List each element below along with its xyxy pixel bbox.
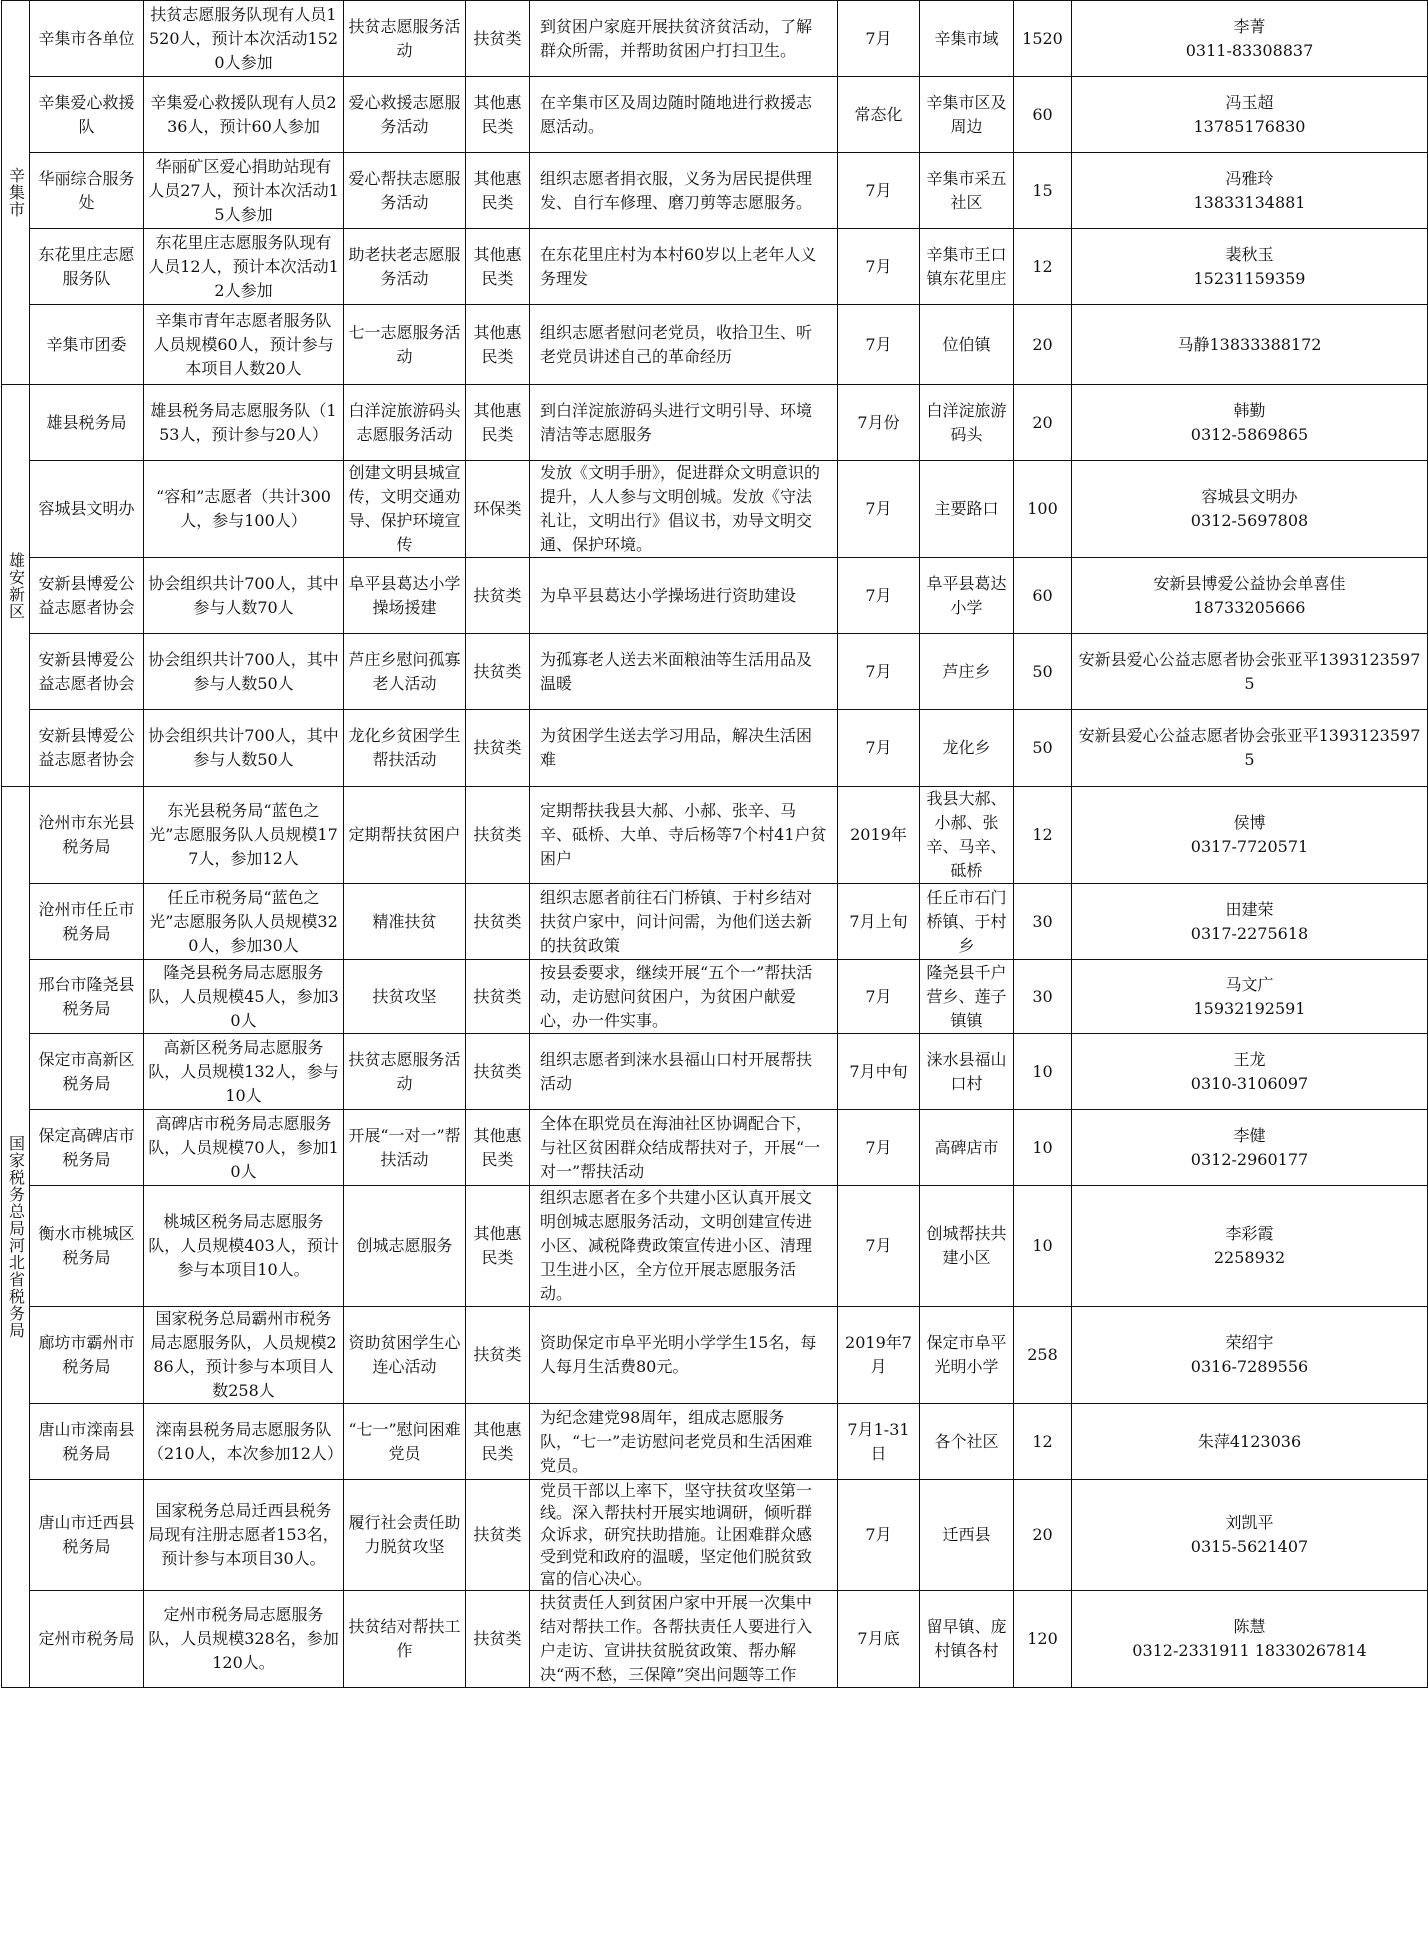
activity-time-cell: 7月	[838, 634, 920, 710]
contact-cell	[1072, 558, 1428, 634]
activity-content-cell: 定期帮扶我县大郝、小郝、张辛、马辛、砥桥、大单、寺后杨等7个村41户贫困户	[530, 787, 838, 884]
activity-content-cell: 组织志愿者前往石门桥镇、于村乡结对扶贫户家中，问计问需，为他们送去新的扶贫政策	[530, 884, 838, 960]
unit-name-cell: 保定高碑店市税务局	[30, 1110, 144, 1186]
activity-type-cell: 扶贫类	[466, 1480, 530, 1591]
activity-time-cell: 7月上旬	[838, 884, 920, 960]
contact-cell	[1072, 1034, 1428, 1110]
table-row	[2, 787, 1428, 884]
unit-name-cell: 唐山市滦南县税务局	[30, 1404, 144, 1480]
contact-phone: 0312-5697808	[1190, 511, 1309, 530]
team-scale-cell: 高新区税务局志愿服务队，人员规模132人，参与10人	[144, 1034, 344, 1110]
activity-content-cell: 为孤寡老人送去米面粮油等生活用品及温暖	[530, 634, 838, 710]
unit-name-cell: 邢台市隆尧县税务局	[30, 960, 144, 1034]
table-row	[2, 960, 1428, 1034]
activity-time-cell: 7月底	[838, 1591, 920, 1688]
contact-name: 李菁	[1233, 16, 1266, 36]
table-row	[2, 1404, 1428, 1480]
table-row	[2, 1110, 1428, 1186]
contact-name: 荣绍宇	[1225, 1333, 1274, 1352]
activity-type-cell: 其他惠民类	[466, 1186, 530, 1307]
team-scale-cell: 定州市税务局志愿服务队，人员规模328名，参加120人。	[144, 1591, 344, 1688]
contact-phone: 13785176830	[1193, 116, 1306, 136]
table-row	[2, 1591, 1428, 1688]
contact-name: 李健	[1233, 1125, 1266, 1145]
activity-type-cell: 其他惠民类	[466, 153, 530, 229]
contact-phone: 0317-7720571	[1190, 837, 1309, 856]
contact-name: 韩勤	[1233, 400, 1266, 420]
participant-count-cell: 20	[1014, 1480, 1072, 1591]
activity-type-cell: 其他惠民类	[466, 77, 530, 153]
unit-name-cell: 容城县文明办	[30, 461, 144, 558]
activity-name-cell: 精准扶贫	[344, 884, 466, 960]
activity-content-cell: 全体在职党员在海油社区协调配合下，与社区贫困群众结成帮扶对子，开展“一对一”帮扶活动	[530, 1110, 838, 1186]
activity-time-cell: 7月份	[838, 385, 920, 461]
table-row	[2, 305, 1428, 385]
unit-name-cell: 衡水市桃城区税务局	[30, 1186, 144, 1307]
contact-name: 安新县爱心公益志愿者协会张亚平13931235975	[1078, 726, 1421, 769]
activity-place-cell: 辛集市域	[920, 1, 1014, 77]
participant-count-cell: 12	[1014, 229, 1072, 305]
unit-name-cell: 沧州市东光县税务局	[30, 787, 144, 884]
activity-time-cell: 7月	[838, 153, 920, 229]
contact-phone: 0316-7289556	[1190, 1357, 1309, 1376]
activity-content-cell: 扶贫责任人到贫困户家中开展一次集中结对帮扶工作。各帮扶责任人要进行入户走访、宣讲扶贫脱贫政策、帮办解决“两不愁，三保障”突出问题等工作	[530, 1591, 838, 1688]
activity-content-cell: 到白洋淀旅游码头进行文明引导、环境清洁等志愿服务	[530, 385, 838, 461]
activity-type-cell: 扶贫类	[466, 1, 530, 77]
contact-phone: 15231159359	[1193, 268, 1306, 288]
activity-place-cell: 隆尧县千户营乡、莲子镇镇	[920, 960, 1014, 1034]
activity-place-cell: 位伯镇	[920, 305, 1014, 385]
contact-name: 马静13833388172	[1177, 334, 1322, 354]
activity-place-cell: 我县大郝、小郝、张辛、马辛、砥桥	[920, 787, 1014, 884]
contact-cell	[1072, 1480, 1428, 1591]
activity-content-cell: 为贫困学生送去学习用品，解决生活困难	[530, 710, 838, 787]
team-scale-cell: 雄县税务局志愿服务队（153人，预计参与20人）	[144, 385, 344, 461]
team-scale-cell: 辛集市青年志愿者服务队人员规模60人，预计参与本项目人数20人	[144, 305, 344, 385]
participant-count-cell: 50	[1014, 634, 1072, 710]
activity-time-cell: 7月	[838, 1110, 920, 1186]
table-row	[2, 1186, 1428, 1307]
team-scale-cell: 扶贫志愿服务队现有人员1520人，预计本次活动1520人参加	[144, 1, 344, 77]
participant-count-cell: 10	[1014, 1110, 1072, 1186]
contact-cell	[1072, 884, 1428, 960]
unit-name-cell: 廊坊市霸州市税务局	[30, 1307, 144, 1404]
team-scale-cell: 协会组织共计700人，其中参与人数50人	[144, 634, 344, 710]
contact-cell	[1072, 1404, 1428, 1480]
contact-name: 裴秋玉	[1225, 244, 1274, 264]
activity-place-cell: 龙化乡	[920, 710, 1014, 787]
activity-time-cell: 2019年7月	[838, 1307, 920, 1404]
table-body	[2, 1, 1428, 1688]
activity-place-cell: 留早镇、庞村镇各村	[920, 1591, 1014, 1688]
contact-phone: 13833134881	[1193, 192, 1306, 212]
team-scale-cell: 华丽矿区爱心捐助站现有人员27人，预计本次活动15人参加	[144, 153, 344, 229]
activity-content-cell: 在东花里庄村为本村60岁以上老年人义务理发	[530, 229, 838, 305]
contact-cell	[1072, 1307, 1428, 1404]
contact-cell	[1072, 1, 1428, 77]
unit-name-cell: 沧州市任丘市税务局	[30, 884, 144, 960]
activity-name-cell: 创城志愿服务	[344, 1186, 466, 1307]
contact-phone: 15932192591	[1193, 998, 1306, 1018]
contact-phone: 18733205666	[1193, 597, 1306, 617]
activity-place-cell: 创城帮扶共建小区	[920, 1186, 1014, 1307]
activity-place-cell: 白洋淀旅游码头	[920, 385, 1014, 461]
activity-name-cell: 开展“一对一”帮扶活动	[344, 1110, 466, 1186]
contact-phone: 0315-5621407	[1190, 1537, 1309, 1556]
contact-name: 刘凯平	[1225, 1513, 1274, 1532]
team-scale-cell: 辛集爱心救援队现有人员236人，预计60人参加	[144, 77, 344, 153]
table-row	[2, 153, 1428, 229]
contact-name: 冯玉超	[1225, 92, 1274, 112]
participant-count-cell: 258	[1014, 1307, 1072, 1404]
contact-cell	[1072, 385, 1428, 461]
activity-place-cell: 阜平县葛达小学	[920, 558, 1014, 634]
activity-time-cell: 2019年	[838, 787, 920, 884]
activity-time-cell: 7月1-31日	[838, 1404, 920, 1480]
activity-time-cell: 7月	[838, 1186, 920, 1307]
team-scale-cell: 协会组织共计700人，其中参与人数70人	[144, 558, 344, 634]
activity-time-cell: 7月	[838, 1, 920, 77]
contact-cell	[1072, 710, 1428, 787]
activity-type-cell: 其他惠民类	[466, 1404, 530, 1480]
unit-name-cell: 雄县税务局	[30, 385, 144, 461]
contact-name: 安新县爱心公益志愿者协会张亚平13931235975	[1078, 649, 1421, 693]
unit-name-cell: 安新县博爱公益志愿者协会	[30, 634, 144, 710]
activity-name-cell: 爱心救援志愿服务活动	[344, 77, 466, 153]
team-scale-cell: 协会组织共计700人，其中参与人数50人	[144, 710, 344, 787]
activity-name-cell: 阜平县葛达小学操场援建	[344, 558, 466, 634]
activity-content-cell: 按县委要求，继续开展“五个一”帮扶活动，走访慰问贫困户，为贫困户献爱心，办一件实事。	[530, 960, 838, 1034]
unit-name-cell: 唐山市迁西县税务局	[30, 1480, 144, 1591]
activity-place-cell: 主要路口	[920, 461, 1014, 558]
team-scale-cell: 滦南县税务局志愿服务队（210人，本次参加12人）	[144, 1404, 344, 1480]
activity-type-cell: 其他惠民类	[466, 1110, 530, 1186]
unit-name-cell: 辛集爱心救援队	[30, 77, 144, 153]
activity-type-cell: 环保类	[466, 461, 530, 558]
contact-phone: 0311-83308837	[1185, 40, 1314, 60]
table-row	[2, 229, 1428, 305]
table-row	[2, 634, 1428, 710]
activity-place-cell: 任丘市石门桥镇、于村乡	[920, 884, 1014, 960]
unit-name-cell: 华丽综合服务处	[30, 153, 144, 229]
table-row	[2, 1034, 1428, 1110]
activity-content-cell: 发放《文明手册》，促进群众文明意识的提升，人人参与文明创城。发放《守法礼让，文明出行》倡议书，劝导文明交通、保护环境。	[530, 461, 838, 558]
region-cell: 辛集市	[2, 1, 30, 385]
activity-name-cell: 定期帮扶贫困户	[344, 787, 466, 884]
activity-time-cell: 7月	[838, 710, 920, 787]
activity-name-cell: 龙化乡贫困学生帮扶活动	[344, 710, 466, 787]
contact-phone: 0317-2275618	[1190, 923, 1309, 943]
activity-content-cell: 为纪念建党98周年，组成志愿服务队，“七一”走访慰问老党员和生活困难党员。	[530, 1404, 838, 1480]
team-scale-cell: 东光县税务局“蓝色之光”志愿服务队人员规模177人，参加12人	[144, 787, 344, 884]
activity-time-cell: 7月中旬	[838, 1034, 920, 1110]
activity-type-cell: 扶贫类	[466, 1034, 530, 1110]
activity-name-cell: 扶贫志愿服务活动	[344, 1034, 466, 1110]
unit-name-cell: 安新县博爱公益志愿者协会	[30, 710, 144, 787]
region-cell: 雄安新区	[2, 385, 30, 787]
activity-name-cell: 扶贫结对帮扶工作	[344, 1591, 466, 1688]
activity-type-cell: 扶贫类	[466, 710, 530, 787]
participant-count-cell: 12	[1014, 1404, 1072, 1480]
activity-name-cell: 爱心帮扶志愿服务活动	[344, 153, 466, 229]
table-row	[2, 77, 1428, 153]
region-cell: 国家税务总局河北省税务局	[2, 787, 30, 1688]
activity-place-cell: 高碑店市	[920, 1110, 1014, 1186]
activity-place-cell: 辛集市区及周边	[920, 77, 1014, 153]
unit-name-cell: 安新县博爱公益志愿者协会	[30, 558, 144, 634]
contact-cell	[1072, 1186, 1428, 1307]
activity-name-cell: “七一”慰问困难党员	[344, 1404, 466, 1480]
activity-type-cell: 扶贫类	[466, 884, 530, 960]
activity-type-cell: 扶贫类	[466, 960, 530, 1034]
activity-content-cell: 组织志愿者到涞水县福山口村开展帮扶活动	[530, 1034, 838, 1110]
participant-count-cell: 30	[1014, 884, 1072, 960]
activity-type-cell: 扶贫类	[466, 787, 530, 884]
activity-type-cell: 其他惠民类	[466, 229, 530, 305]
contact-name: 陈慧	[1233, 1617, 1266, 1636]
contact-name: 安新县博爱公益协会单喜佳	[1153, 573, 1346, 593]
contact-cell	[1072, 153, 1428, 229]
team-scale-cell: 东花里庄志愿服务队现有人员12人，预计本次活动12人参加	[144, 229, 344, 305]
activity-time-cell: 7月	[838, 1480, 920, 1591]
activity-type-cell: 其他惠民类	[466, 305, 530, 385]
participant-count-cell: 20	[1014, 385, 1072, 461]
contact-cell	[1072, 1591, 1428, 1688]
activity-place-cell: 芦庄乡	[920, 634, 1014, 710]
participant-count-cell: 30	[1014, 960, 1072, 1034]
activity-time-cell: 7月	[838, 229, 920, 305]
participant-count-cell: 1520	[1014, 1, 1072, 77]
participant-count-cell: 20	[1014, 305, 1072, 385]
activity-name-cell: 履行社会责任助力脱贫攻坚	[344, 1480, 466, 1591]
contact-cell	[1072, 77, 1428, 153]
activity-content-cell: 资助保定市阜平光明小学学生15名，每人每月生活费80元。	[530, 1307, 838, 1404]
table-row	[2, 1480, 1428, 1591]
team-scale-cell: 桃城区税务局志愿服务队，人员规模403人，预计参与本项目10人。	[144, 1186, 344, 1307]
activity-type-cell: 其他惠民类	[466, 385, 530, 461]
contact-cell	[1072, 634, 1428, 710]
table-row	[2, 1, 1428, 77]
participant-count-cell: 10	[1014, 1186, 1072, 1307]
activity-place-cell: 辛集市采五社区	[920, 153, 1014, 229]
activity-content-cell: 在辛集市区及周边随时随地进行救援志愿活动。	[530, 77, 838, 153]
unit-name-cell: 辛集市各单位	[30, 1, 144, 77]
contact-name: 马文广	[1225, 974, 1274, 994]
activity-type-cell: 扶贫类	[466, 1307, 530, 1404]
activity-place-cell: 辛集市王口镇东花里庄	[920, 229, 1014, 305]
contact-phone: 2258932	[1213, 1248, 1286, 1267]
activity-content-cell: 党员干部以上率下，坚守扶贫攻坚第一线。深入帮扶村开展实地调研，倾听群众诉求，研究扶助措施。让困难群众感受到党和政府的温暖，坚定他们脱贫致富的信心决心。	[530, 1480, 838, 1591]
contact-cell	[1072, 960, 1428, 1034]
activity-type-cell: 扶贫类	[466, 634, 530, 710]
activity-place-cell: 保定市阜平光明小学	[920, 1307, 1014, 1404]
activity-type-cell: 扶贫类	[466, 1591, 530, 1688]
activity-name-cell: 芦庄乡慰问孤寡老人活动	[344, 634, 466, 710]
participant-count-cell: 60	[1014, 558, 1072, 634]
table-row	[2, 1307, 1428, 1404]
activity-name-cell: 七一志愿服务活动	[344, 305, 466, 385]
activity-name-cell: 助老扶老志愿服务活动	[344, 229, 466, 305]
participant-count-cell: 50	[1014, 710, 1072, 787]
activity-name-cell: 扶贫攻坚	[344, 960, 466, 1034]
volunteer-activity-table	[1, 0, 1428, 1688]
activity-content-cell: 组织志愿者在多个共建小区认真开展文明创城志愿服务活动，文明创建宣传进小区、减税降费政策宣传进小区、清理卫生进小区，全方位开展志愿服务活动。	[530, 1186, 838, 1307]
activity-type-cell: 扶贫类	[466, 558, 530, 634]
unit-name-cell: 东花里庄志愿服务队	[30, 229, 144, 305]
participant-count-cell: 120	[1014, 1591, 1072, 1688]
participant-count-cell: 12	[1014, 787, 1072, 884]
activity-name-cell: 白洋淀旅游码头志愿服务活动	[344, 385, 466, 461]
contact-cell	[1072, 305, 1428, 385]
activity-time-cell: 7月	[838, 305, 920, 385]
activity-time-cell: 常态化	[838, 77, 920, 153]
participant-count-cell: 100	[1014, 461, 1072, 558]
contact-name: 冯雅玲	[1225, 168, 1274, 188]
activity-content-cell: 到贫困户家庭开展扶贫济贫活动，了解群众所需，并帮助贫困户打扫卫生。	[530, 1, 838, 77]
team-scale-cell: 高碑店市税务局志愿服务队，人员规模70人，参加10人	[144, 1110, 344, 1186]
activity-time-cell: 7月	[838, 558, 920, 634]
activity-name-cell: 资助贫困学生心连心活动	[344, 1307, 466, 1404]
contact-cell	[1072, 229, 1428, 305]
team-scale-cell: 任丘市税务局“蓝色之光”志愿服务队人员规模320人，参加30人	[144, 884, 344, 960]
team-scale-cell: 国家税务总局霸州市税务局志愿服务队，人员规模286人，预计参与本项目人数258人	[144, 1307, 344, 1404]
unit-name-cell: 保定市高新区税务局	[30, 1034, 144, 1110]
contact-name: 田建荣	[1225, 899, 1274, 919]
contact-phone: 0312-2331911 18330267814	[1132, 1641, 1367, 1660]
contact-name: 侯博	[1233, 813, 1266, 832]
table-row	[2, 884, 1428, 960]
activity-name-cell: 创建文明县城宣传，文明交通劝导、保护环境宣传	[344, 461, 466, 558]
activity-place-cell: 迁西县	[920, 1480, 1014, 1591]
activity-time-cell: 7月	[838, 960, 920, 1034]
participant-count-cell: 10	[1014, 1034, 1072, 1110]
activity-name-cell: 扶贫志愿服务活动	[344, 1, 466, 77]
participant-count-cell: 15	[1014, 153, 1072, 229]
activity-place-cell: 各个社区	[920, 1404, 1014, 1480]
activity-time-cell: 7月	[838, 461, 920, 558]
table-row	[2, 461, 1428, 558]
team-scale-cell: “容和”志愿者（共计300人，参与100人）	[144, 461, 344, 558]
contact-cell	[1072, 787, 1428, 884]
activity-content-cell: 为阜平县葛达小学操场进行资助建设	[530, 558, 838, 634]
contact-phone: 0310-3106097	[1190, 1073, 1309, 1093]
table-row	[2, 385, 1428, 461]
contact-name: 王龙	[1233, 1049, 1266, 1069]
unit-name-cell: 定州市税务局	[30, 1591, 144, 1688]
contact-name: 朱萍4123036	[1197, 1431, 1302, 1451]
contact-name: 容城县文明办	[1201, 487, 1298, 506]
activity-content-cell: 组织志愿者慰问老党员，收拾卫生、听老党员讲述自己的革命经历	[530, 305, 838, 385]
activity-content-cell: 组织志愿者捐衣服，义务为居民提供理发、自行车修理、磨刀剪等志愿服务。	[530, 153, 838, 229]
contact-cell	[1072, 1110, 1428, 1186]
activity-place-cell: 涞水县福山口村	[920, 1034, 1014, 1110]
table-row	[2, 558, 1428, 634]
unit-name-cell: 辛集市团委	[30, 305, 144, 385]
contact-cell	[1072, 461, 1428, 558]
participant-count-cell: 60	[1014, 77, 1072, 153]
team-scale-cell: 国家税务总局迁西县税务局现有注册志愿者153名，预计参与本项目30人。	[144, 1480, 344, 1591]
contact-phone: 0312-5869865	[1190, 424, 1309, 444]
team-scale-cell: 隆尧县税务局志愿服务队，人员规模45人，参加30人	[144, 960, 344, 1034]
contact-phone: 0312-2960177	[1190, 1149, 1309, 1169]
contact-name: 李彩霞	[1225, 1224, 1274, 1243]
table-row	[2, 710, 1428, 787]
